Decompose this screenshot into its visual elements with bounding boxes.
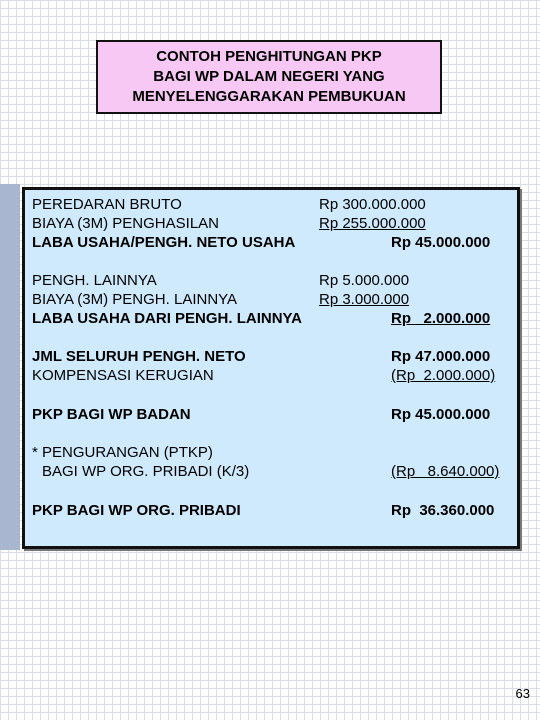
pkp-badan-label: PKP BAGI WP BADAN xyxy=(32,406,191,423)
jml-pengh-neto-value: Rp 47.000.000 xyxy=(391,348,491,365)
laba-usaha-label: LABA USAHA/PENGH. NETO USAHA xyxy=(32,234,296,251)
kompensasi-value: (Rp 2.000.000) xyxy=(391,367,496,384)
pkp-orang-pribadi-label: PKP BAGI WP ORG. PRIBADI xyxy=(32,502,241,519)
laba-lainnya-label: LABA USAHA DARI PENGH. LAINNYA xyxy=(32,310,303,327)
title-box xyxy=(96,40,442,114)
biaya-penghasilan-value: Rp 255.000.000 xyxy=(319,215,426,232)
title-line-1: CONTOH PENGHITUNGAN PKP xyxy=(156,48,382,65)
pengh-lainnya-value: Rp 5.000.000 xyxy=(319,272,410,289)
calculation-panel xyxy=(22,187,520,549)
laba-usaha-value: Rp 45.000.000 xyxy=(391,234,491,251)
title-line-2: BAGI WP DALAM NEGERI YANG xyxy=(153,68,385,85)
biaya-lainnya-value: Rp 3.000.000 xyxy=(319,291,410,308)
ptkp-label-2: BAGI WP ORG. PRIBADI (K/3) xyxy=(42,463,250,480)
page-number: 63 xyxy=(515,686,530,701)
left-accent-band xyxy=(0,184,20,550)
ptkp-value: (Rp 8.640.000) xyxy=(391,463,500,480)
peredaran-bruto-value: Rp 300.000.000 xyxy=(319,196,426,213)
pkp-badan-value: Rp 45.000.000 xyxy=(391,406,491,423)
pkp-orang-pribadi-value: Rp 36.360.000 xyxy=(391,502,495,519)
pengh-lainnya-label: PENGH. LAINNYA xyxy=(32,272,157,289)
biaya-lainnya-label: BIAYA (3M) PENGH. LAINNYA xyxy=(32,291,238,308)
laba-lainnya-value: Rp 2.000.000 xyxy=(391,310,491,327)
peredaran-bruto-label: PEREDARAN BRUTO xyxy=(32,196,182,213)
kompensasi-label: KOMPENSASI KERUGIAN xyxy=(32,367,214,384)
biaya-penghasilan-label: BIAYA (3M) PENGHASILAN xyxy=(32,215,219,232)
ptkp-label-1: * PENGURANGAN (PTKP) xyxy=(32,444,213,461)
jml-pengh-neto-label: JML SELURUH PENGH. NETO xyxy=(32,348,246,365)
title-line-3: MENYELENGGARAKAN PEMBUKUAN xyxy=(132,88,406,105)
